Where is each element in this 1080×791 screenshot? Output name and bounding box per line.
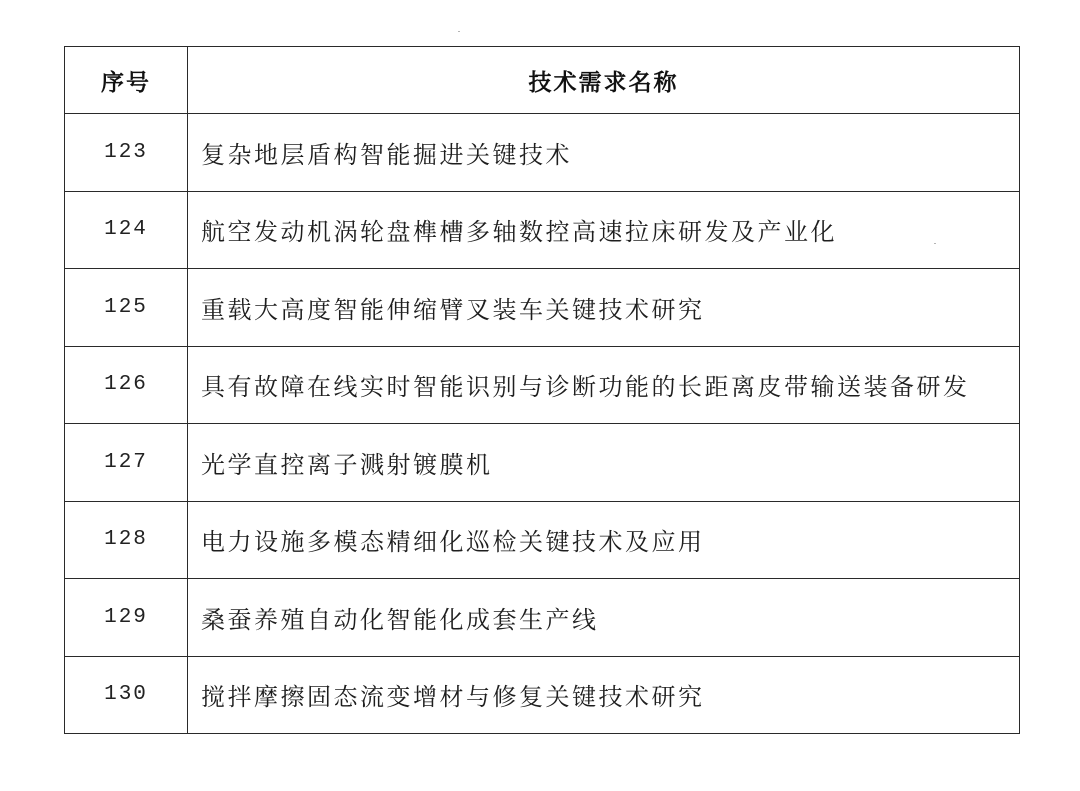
table-row [65,191,1020,269]
row-number: 124 [65,191,188,269]
row-number: 126 [65,346,188,424]
row-number: 123 [65,114,188,192]
row-name: 桑蚕养殖自动化智能化成套生产线 [188,579,1020,657]
header-number: 序号 [65,47,188,114]
row-name: 搅拌摩擦固态流变增材与修复关键技术研究 [188,656,1020,734]
row-name: 光学直控离子溅射镀膜机 [188,424,1020,502]
row-name: 电力设施多模态精细化巡检关键技术及应用 [188,501,1020,579]
table-row [65,656,1020,734]
row-name: 重载大高度智能伸缩臂叉装车关键技术研究 [188,269,1020,347]
table-row [65,579,1020,657]
table-row [65,269,1020,347]
row-number: 128 [65,501,188,579]
row-number: 127 [65,424,188,502]
technology-requirements-table [64,46,1020,734]
row-number: 130 [65,656,188,734]
row-number: 129 [65,579,188,657]
table-row [65,424,1020,502]
row-name: 复杂地层盾构智能掘进关键技术 [188,114,1020,192]
table-header-row [65,47,1020,114]
table-row [65,346,1020,424]
table-row [65,501,1020,579]
row-number: 125 [65,269,188,347]
row-name: 具有故障在线实时智能识别与诊断功能的长距离皮带输送装备研发 [188,346,1020,424]
header-name: 技术需求名称 [188,47,1020,114]
row-name: 航空发动机涡轮盘榫槽多轴数控高速拉床研发及产业化 [188,191,1020,269]
table-row [65,114,1020,192]
scan-speck [458,31,460,32]
